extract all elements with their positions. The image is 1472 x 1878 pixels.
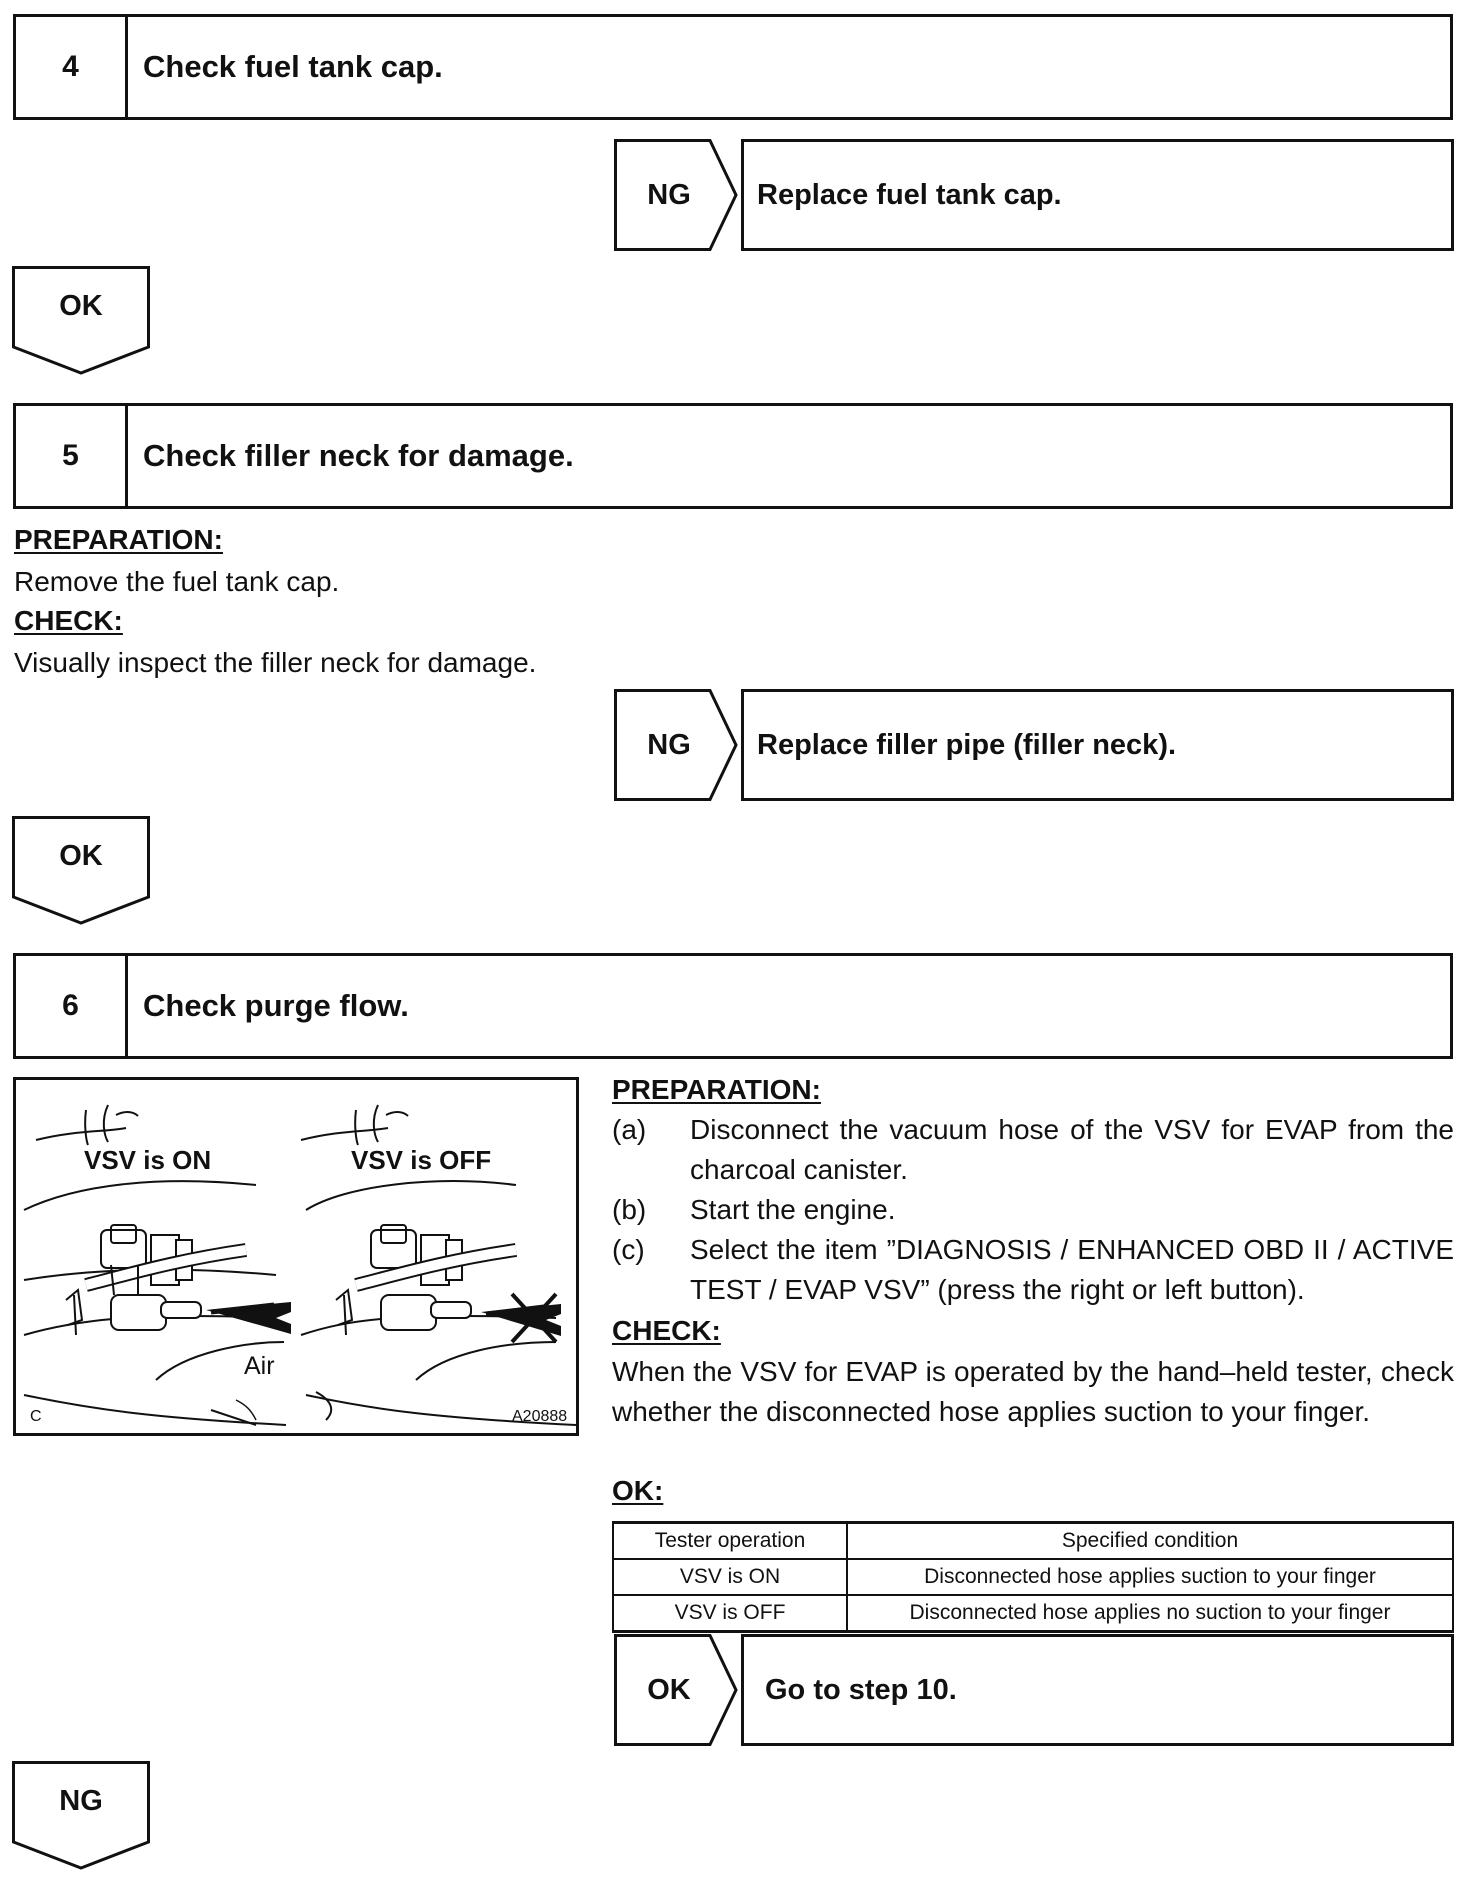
check-text: When the VSV for EVAP is operated by the hand–held tester, check whether the disconnected hose applies suction to your finger. bbox=[612, 1356, 1454, 1427]
step-number: 4 bbox=[16, 17, 128, 117]
step-title: Check purge flow. bbox=[143, 988, 409, 1023]
list-text: Disconnect the vacuum hose of the VSV for EVAP from the charcoal canister. bbox=[690, 1114, 1454, 1185]
table-header-row bbox=[613, 1523, 1453, 1560]
ok-label: OK bbox=[59, 289, 103, 322]
check-heading: CHECK: bbox=[612, 1315, 721, 1346]
step-4-ng-result bbox=[614, 139, 1454, 251]
list-item bbox=[612, 1110, 1454, 1190]
check-text: Visually inspect the filler neck for damage. bbox=[14, 647, 537, 678]
list-marker: (c) bbox=[612, 1234, 645, 1265]
list-item bbox=[612, 1230, 1454, 1310]
list-text: Start the engine. bbox=[690, 1194, 896, 1225]
table-row bbox=[613, 1559, 1453, 1595]
preparation-list bbox=[612, 1110, 1454, 1310]
table-cell: Disconnected hose applies no suction to your finger bbox=[847, 1595, 1453, 1632]
column-header: Tester operation bbox=[613, 1523, 847, 1560]
table-cell: VSV is ON bbox=[613, 1559, 847, 1595]
preparation-heading: PREPARATION: bbox=[14, 524, 223, 555]
ok-label: OK bbox=[59, 839, 103, 872]
step-number: 5 bbox=[16, 406, 128, 506]
list-marker: (b) bbox=[612, 1194, 647, 1225]
check-heading: CHECK: bbox=[14, 605, 123, 636]
step-4-header bbox=[13, 14, 1453, 120]
table-row bbox=[613, 1595, 1453, 1632]
preparation-text: Remove the fuel tank cap. bbox=[14, 566, 340, 597]
ok-action: Go to step 10. bbox=[741, 1634, 1454, 1746]
table-cell: VSV is OFF bbox=[613, 1595, 847, 1632]
figure-id: A20888 bbox=[512, 1408, 568, 1425]
step-4-ok-arrow bbox=[12, 266, 150, 378]
step-6-ng-arrow bbox=[12, 1761, 150, 1873]
list-item bbox=[612, 1190, 1454, 1230]
ng-action: Replace filler pipe (filler neck). bbox=[741, 689, 1454, 801]
preparation-heading: PREPARATION: bbox=[612, 1074, 821, 1105]
column-header: Specified condition bbox=[847, 1523, 1453, 1560]
step-5-header bbox=[13, 403, 1453, 509]
step-title: Check filler neck for damage. bbox=[143, 438, 574, 473]
step-6-header bbox=[13, 953, 1453, 1059]
vsv-on-label: VSV is ON bbox=[84, 1145, 212, 1175]
ok-label: OK bbox=[647, 1673, 691, 1706]
figure-corner-code: C bbox=[30, 1408, 42, 1425]
step-6-ok-result bbox=[614, 1634, 1454, 1746]
step-5-ng-result bbox=[614, 689, 1454, 801]
air-label: Air bbox=[244, 1352, 275, 1380]
step-5-ok-arrow bbox=[12, 816, 150, 928]
vsv-illustration bbox=[13, 1077, 579, 1436]
ng-action: Replace fuel tank cap. bbox=[741, 139, 1454, 251]
ng-label: NG bbox=[59, 1784, 103, 1817]
ng-label: NG bbox=[647, 178, 691, 211]
ok-heading: OK: bbox=[612, 1475, 664, 1506]
step-title: Check fuel tank cap. bbox=[143, 49, 443, 84]
vsv-off-label: VSV is OFF bbox=[351, 1145, 492, 1175]
spec-table bbox=[612, 1521, 1454, 1633]
ng-label: NG bbox=[647, 728, 691, 761]
table-cell: Disconnected hose applies suction to your finger bbox=[847, 1559, 1453, 1595]
list-marker: (a) bbox=[612, 1114, 647, 1145]
step-number: 6 bbox=[16, 956, 128, 1056]
engine-drawing-icon bbox=[16, 1080, 579, 1436]
list-text: Select the item ”DIAGNOSIS / ENHANCED OBD II / ACTIVE TEST / EVAP VSV” (press the right or left button). bbox=[690, 1234, 1454, 1305]
